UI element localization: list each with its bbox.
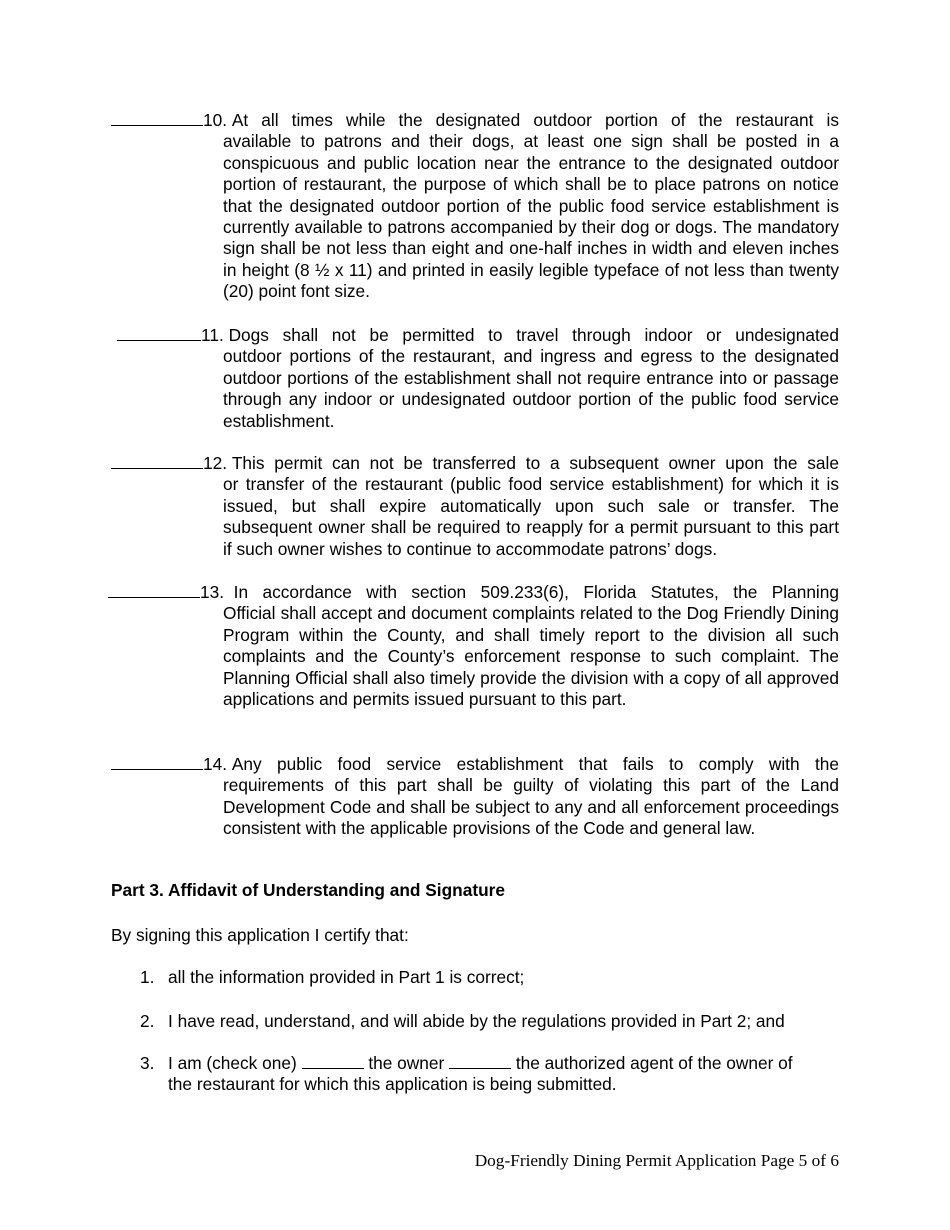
initial-blank[interactable] bbox=[108, 582, 200, 598]
agent-checkbox-blank[interactable] bbox=[449, 1054, 511, 1069]
requirement-text-cont: outdoor portions of the restaurant, and ingress and egress to the designated outdoor portions of the establishment shall not require entrance into or passage through any indoor or undesignated outdoor portion of the public food service establishment. bbox=[223, 346, 839, 431]
requirement-text-cont: available to patrons and their dogs, at least one sign shall be posted in a conspicuous and public location near the entrance to the designated outdoor portion of restaurant, the purpose of which shall be to place patrons on notice that the designated outdoor portion of the public food service establishment is currently available to patrons accompanied by their dog or dogs. The mandatory sign shall be not less than eight and one-half inches in width and eleven inches in height (8 ½ x 11) and printed in easily legible typeface of not less than twenty (20) point font size. bbox=[223, 131, 839, 302]
initial-blank[interactable] bbox=[111, 754, 203, 770]
item-text bbox=[168, 1053, 840, 1096]
initial-blank[interactable] bbox=[111, 453, 203, 469]
requirement-number: 13. bbox=[200, 582, 225, 602]
requirement-number: 14. bbox=[203, 754, 228, 774]
item-number: 2. bbox=[140, 1011, 155, 1031]
requirement-11 bbox=[111, 325, 839, 432]
requirement-text: Dogs shall not be permitted to travel through indoor or undesignated bbox=[228, 325, 839, 345]
part3-heading: Part 3. Affidavit of Understanding and Signature bbox=[111, 880, 505, 900]
check-one-label: I am (check one) bbox=[168, 1053, 297, 1073]
requirement-text: In accordance with section 509.233(6), Florida Statutes, the Planning bbox=[233, 582, 839, 602]
certification-item-2 bbox=[140, 1011, 840, 1032]
certification-item-3 bbox=[140, 1053, 840, 1096]
requirement-number: 12. bbox=[203, 453, 228, 473]
requirement-text: This permit can not be transferred to a subsequent owner upon the sale bbox=[231, 453, 839, 473]
requirement-text-cont: or transfer of the restaurant (public food service establishment) for which it is issued, but shall expire automatically upon such sale or transfer. The subsequent owner shall be required to reapply for a permit pursuant to this part if such owner wishes to continue to accommodate patrons’ dogs. bbox=[223, 474, 839, 559]
item-text-cont: the restaurant for which this application is being submitted. bbox=[168, 1074, 617, 1095]
item-number: 3. bbox=[140, 1053, 155, 1073]
requirement-number: 11. bbox=[201, 325, 224, 345]
requirement-number: 10. bbox=[203, 110, 228, 130]
requirement-text-cont: Official shall accept and document complaints related to the Dog Friendly Dining Program within the County, and shall timely report to the division all such complaints and the County’s enforcement response to such complaint. The Planning Official shall also timely provide the division with a copy of all approved applications and permits issued pursuant to this part. bbox=[223, 603, 839, 710]
item-number: 1. bbox=[140, 967, 155, 987]
page-footer: Dog-Friendly Dining Permit Application Page 5 of 6 bbox=[474, 1151, 839, 1170]
part3-intro: By signing this application I certify that: bbox=[111, 925, 409, 945]
requirement-12 bbox=[111, 453, 839, 560]
requirement-text: Any public food service establishment that fails to comply with the bbox=[231, 754, 839, 774]
item-text: I have read, understand, and will abide by the regulations provided in Part 2; and bbox=[168, 1011, 785, 1031]
requirement-13 bbox=[108, 582, 839, 710]
initial-blank[interactable] bbox=[111, 110, 203, 126]
requirement-14 bbox=[111, 754, 839, 840]
requirement-text: At all times while the designated outdoor portion of the restaurant is bbox=[231, 110, 839, 130]
owner-checkbox-blank[interactable] bbox=[302, 1054, 364, 1069]
owner-label: the owner bbox=[368, 1053, 445, 1073]
certification-item-1 bbox=[140, 967, 840, 988]
initial-blank[interactable] bbox=[117, 325, 201, 341]
agent-label: the authorized agent of the owner of bbox=[515, 1053, 793, 1073]
requirement-text-cont: requirements of this part shall be guilty of violating this part of the Land Development Code and shall be subject to any and all enforcement proceedings consistent with the applicable provisions of the Code and general law. bbox=[223, 775, 839, 839]
item-text: all the information provided in Part 1 is correct; bbox=[168, 967, 525, 987]
requirement-10 bbox=[111, 110, 839, 303]
